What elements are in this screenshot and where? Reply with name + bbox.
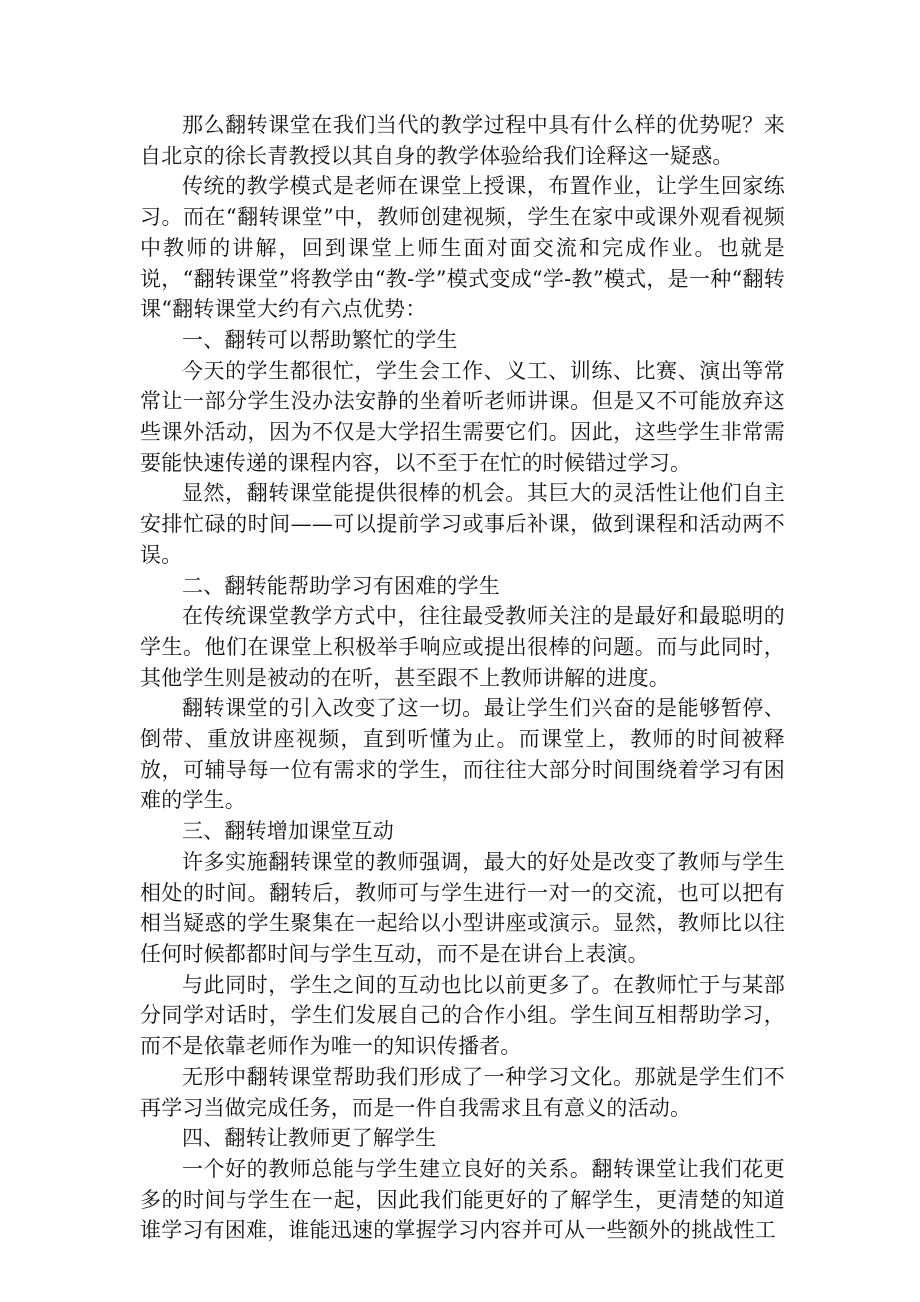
- paragraph-7: 许多实施翻转课堂的教师强调，最大的好处是改变了教师与学生相处的时间。翻转后，教师可与学生进行一对一的交流，也可以把有相当疑惑的学生聚集在一起给以小型讲座或演示。显然，教师比以往任何时候都都时间与学生互动，而不是在讲台上表演。: [140, 849, 785, 966]
- section-heading-2: 二、翻转能帮助学习有困难的学生: [182, 573, 500, 598]
- document-page: [140, 110, 785, 1246]
- paragraph-4: 显然，翻转课堂能提供很棒的机会。其巨大的灵活性让他们自主安排忙碌的时间——可以提前学习或事后补课，做到课程和活动两不误。: [140, 481, 785, 567]
- paragraph-1: 那么翻转课堂在我们当代的教学过程中具有什么样的优势呢？来自北京的徐长青教授以其自身的教学体验给我们诠释这一疑惑。: [140, 113, 785, 168]
- paragraph-6: 翻转课堂的引入改变了这一切。最让学生们兴奋的是能够暂停、倒带、重放讲座视频，直到听懂为止。而课堂上，教师的时间被释放，可辅导每一位有需求的学生，而往往大部分时间围绕着学习有困难的学生。: [140, 696, 785, 813]
- paragraph-5: 在传统课堂教学方式中，往往最受教师关注的是最好和最聪明的学生。他们在课堂上积极举手响应或提出很棒的问题。而与此同时，其他学生则是被动的在听，甚至跟不上教师讲解的进度。: [140, 604, 785, 690]
- section-heading-4: 四、翻转让教师更了解学生: [182, 1126, 437, 1151]
- paragraph-3: 今天的学生都很忙，学生会工作、义工、训练、比赛、演出等常常让一部分学生没办法安静的坐着听老师讲课。但是又不可能放弃这些课外活动，因为不仅是大学招生需要它们。因此，这些学生非常需要能快速传递的课程内容，以不至于在忙的时候错过学习。: [140, 358, 785, 475]
- paragraph-8: 与此同时，学生之间的互动也比以前更多了。在教师忙于与某部分同学对话时，学生们发展自己的合作小组。学生间互相帮助学习，而不是依靠老师作为唯一的知识传播者。: [140, 972, 785, 1059]
- paragraph-10: 一个好的教师总能与学生建立良好的关系。翻转课堂让我们花更多的时间与学生在一起，因此我们能更好的了解学生，更清楚的知道谁学习有困难，谁能迅速的掌握学习内容并可从一些额外的挑战性工: [140, 1156, 785, 1243]
- paragraph-9: 无形中翻转课堂帮助我们形成了一种学习文化。那就是学生们不再学习当做完成任务，而是一件自我需求且有意义的活动。: [140, 1064, 785, 1120]
- paragraph-2: 传统的教学模式是老师在课堂上授课，布置作业，让学生回家练习。而在“翻转课堂”中，教师创建视频，学生在家中或课外观看视频中教师的讲解，回到课堂上师生面对面交流和完成作业。也就是说，“翻转课堂”将教学由“教-学”模式变成“学-教”模式，是一种“翻转课“翻转课堂大约有六点优势：: [140, 174, 785, 322]
- section-heading-3: 三、翻转增加课堂互动: [182, 819, 394, 844]
- section-heading-1: 一、翻转可以帮助繁忙的学生: [182, 327, 458, 352]
